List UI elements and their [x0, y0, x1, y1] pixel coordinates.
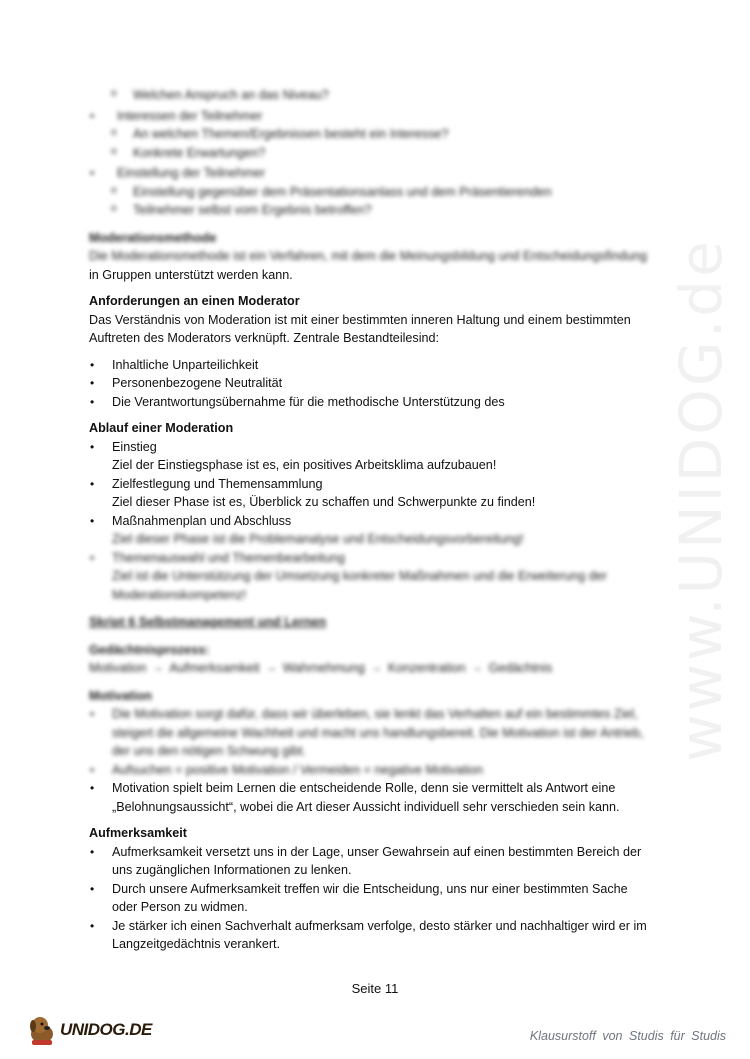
arrow-right-icon: →	[152, 662, 164, 674]
section-heading: Anforderungen an einen Moderator	[89, 294, 300, 308]
section-heading: Ablauf einer Moderation	[89, 421, 234, 435]
list-item: o Konkrete Erwartungen?	[89, 144, 649, 163]
section-ablauf	[89, 419, 649, 604]
watermark: www.UNIDOG.de	[667, 238, 735, 762]
paragraph: Auftreten des Moderators verknüpft. Zentrale Bestandteilesind:	[89, 331, 440, 345]
subheading: Gedächtnisprozess:	[89, 642, 210, 657]
paragraph: Die Moderationsmethode ist ein Verfahren, mit dem die Meinungsbildung und Entscheidungsfindung	[89, 249, 647, 263]
list-item: • Einstellung der Teilnehmer	[89, 164, 649, 183]
list-item: • Je stärker ich einen Sachverhalt aufmerksam verfolge, desto stärker und nachhaltiger wird er im Langzeitgedächtnis verankert.	[89, 917, 649, 954]
section-anforderungen	[89, 292, 649, 411]
list-item: • Aufmerksamkeit versetzt uns in der Lage, unser Gewahrsein auf einen bestimmten Bereich der uns zugänglichen Informationen zu lenken.	[89, 843, 649, 880]
tagline: Klausurstoff von Studis für Studis	[529, 1029, 726, 1043]
list-item: • Themenauswahl und Themenbearbeitung Ziel ist die Unterstützung der Umsetzung konkreter Maßnahmen und die Erweiterung der Moderationskompetenz!	[89, 549, 649, 605]
section-heading: Moderationsmethode	[89, 230, 217, 245]
unidog-logo[interactable]	[24, 1012, 154, 1048]
page-number: Seite 11	[351, 981, 399, 996]
list-item: • Maßnahmenplan und Abschluss Ziel dieser Phase ist die Problemanalyse und Entscheidungsvorbereitung!	[89, 512, 649, 549]
list-item: • Personenbezogene Neutralität	[89, 374, 649, 393]
paragraph: Das Verständnis von Moderation ist mit einer bestimmten inneren Haltung und einem bestimmten	[89, 312, 631, 327]
list-item: • Die Motivation sorgt dafür, dass wir überleben, sie lenkt das Verhalten auf ein bestimmtes Ziel, steigert die allgemeine Wachheit und macht uns handlungsbereit. Die Motivation ist der Antrieb, der uns den nötigen Schwung gibt.	[89, 705, 649, 761]
list-item: o Welchen Anspruch an das Niveau?	[89, 86, 649, 105]
section-top	[89, 86, 649, 220]
list-item: • Die Verantwortungsübernahme für die methodische Unterstützung des	[89, 393, 649, 412]
section-skript	[89, 613, 649, 678]
section-heading: Skript 6 Selbstmanagement und Lernen	[89, 615, 327, 629]
arrow-right-icon: →	[471, 662, 483, 674]
list-item: o Teilnehmer selbst vom Ergebnis betroffen?	[89, 201, 649, 220]
section-heading: Aufmerksamkeit	[89, 826, 187, 840]
dog-icon	[24, 1012, 64, 1048]
arrow-right-icon: →	[370, 662, 382, 674]
section-aufmerksamkeit	[89, 824, 649, 954]
list-item: • Einstieg Ziel der Einstiegsphase ist es, ein positives Arbeitsklima aufzubauen!	[89, 438, 649, 475]
gedaechtnis-flow: Motivation → Aufmerksamkeit → Wahrnehmung → Konzentration → Gedächtnis	[89, 659, 649, 678]
page-content	[89, 86, 649, 954]
section-heading: Motivation	[89, 688, 152, 703]
list-item: • Aufsuchen = positive Motivation / Vermeiden = negative Motivation	[89, 761, 649, 780]
list-item: • Durch unsere Aufmerksamkeit treffen wir die Entscheidung, uns nur einer bestimmten Sache oder Person zu widmen.	[89, 880, 649, 917]
list-item: o An welchen Themen/Ergebnissen besteht ein Interesse?	[89, 125, 649, 144]
list-item: • Zielfestlegung und Themensammlung Ziel dieser Phase ist es, Überblick zu schaffen und Schwerpunkte zu finden!	[89, 475, 649, 512]
paragraph: in Gruppen unterstützt werden kann.	[89, 267, 293, 282]
logo-text: UNIDOG.DE	[60, 1020, 152, 1039]
section-moderationsmethode	[89, 229, 649, 285]
list-item: • Interessen der Teilnehmer	[89, 107, 649, 126]
arrow-right-icon: →	[265, 662, 277, 674]
list-item: • Motivation spielt beim Lernen die entscheidende Rolle, denn sie vermittelt als Antwort eine „Belohnungsaussicht“, wobei die Art dieser Aussicht individuell sehr verschieden sein kann.	[89, 779, 649, 816]
list-item: • Inhaltliche Unparteilichkeit	[89, 356, 649, 375]
section-motivation	[89, 687, 649, 817]
list-item: o Einstellung gegenüber dem Präsentationsanlass und dem Präsentierenden	[89, 183, 649, 202]
